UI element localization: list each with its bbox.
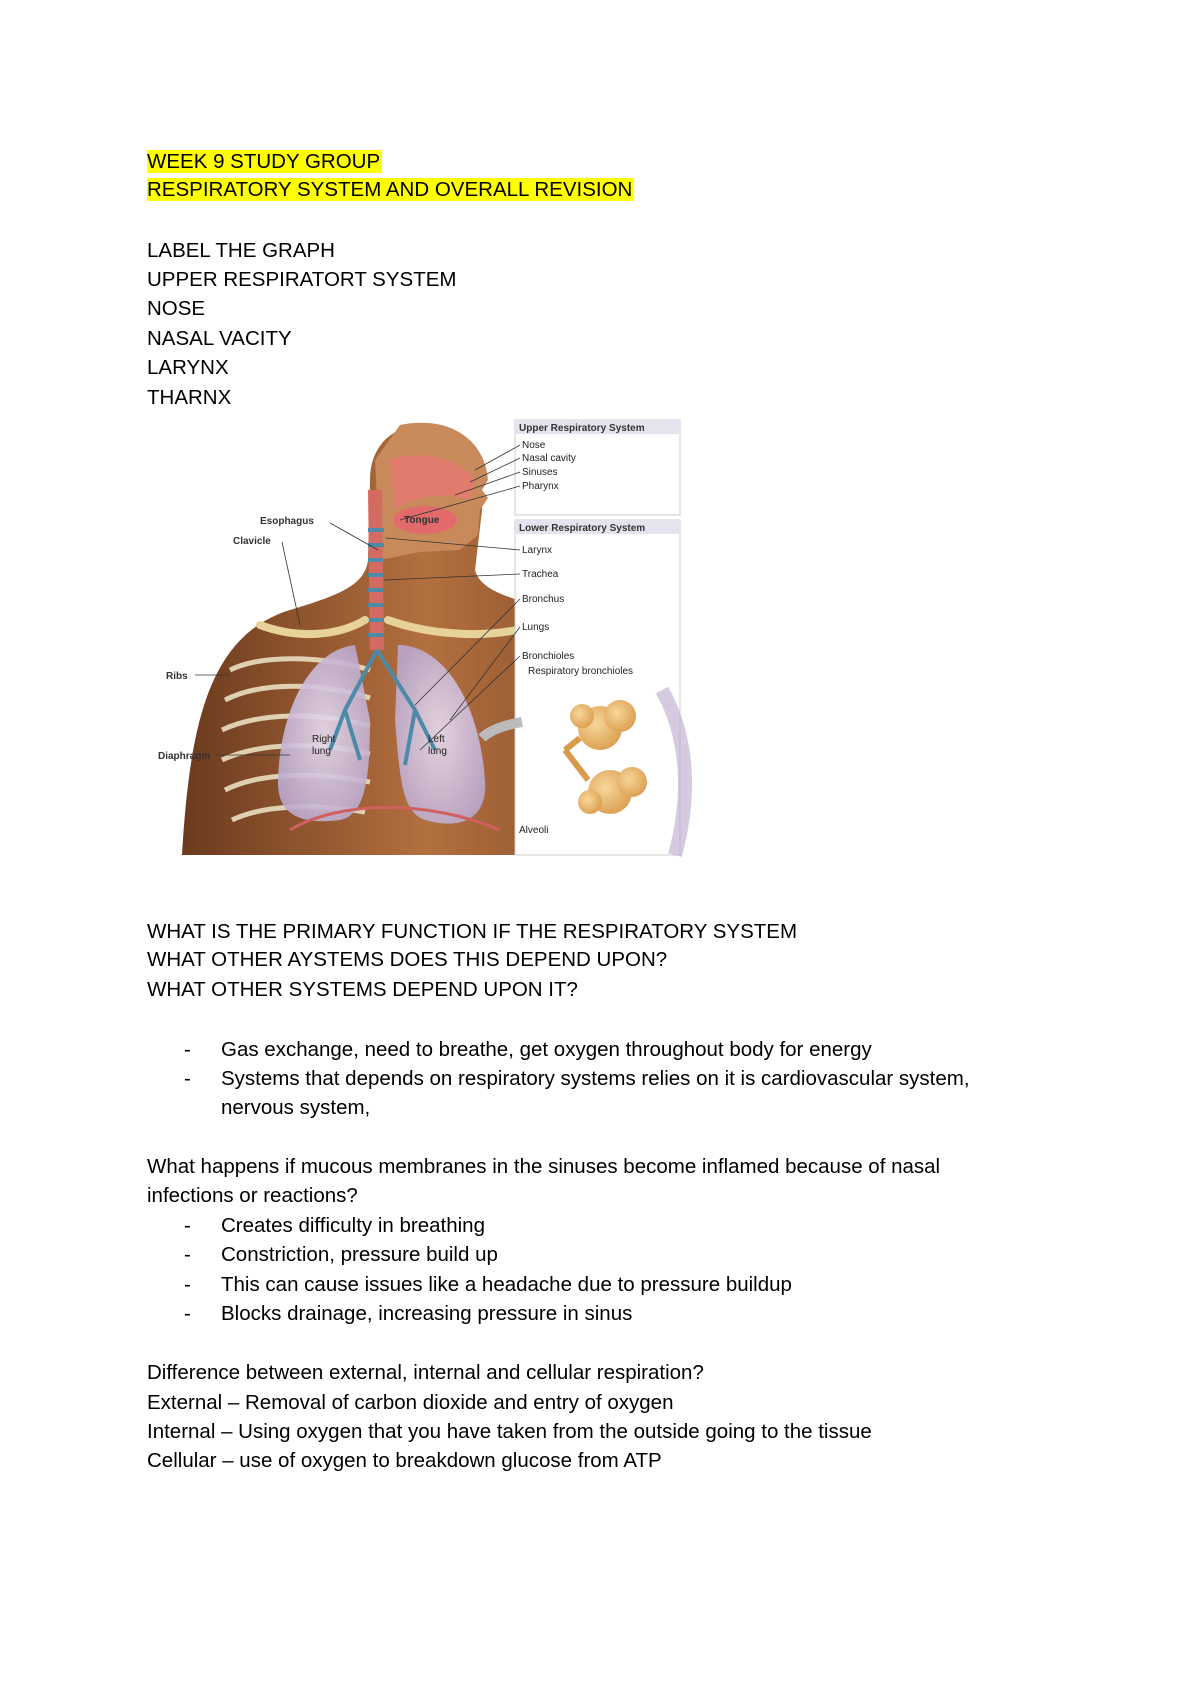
label-line-1: LABEL THE GRAPH (147, 239, 335, 262)
trachea-shape (368, 490, 384, 650)
label-line-6: THARNX (147, 386, 232, 409)
label-left-lung-1: Left (428, 734, 445, 745)
label-right-lung-1: Right (312, 734, 336, 745)
question-depends-on: WHAT OTHER AYSTEMS DOES THIS DEPEND UPON? (147, 948, 668, 971)
sinus-dash-1: - (184, 1214, 191, 1237)
label-esophagus: Esophagus (260, 516, 314, 527)
label-nose: Nose (522, 440, 546, 451)
sinus-answer-1: Creates difficulty in breathing (221, 1214, 485, 1237)
sinus-answer-4: Blocks drainage, increasing pressure in sinus (221, 1302, 633, 1325)
label-line-3: NOSE (147, 297, 206, 320)
sinus-question-line-1: What happens if mucous membranes in the sinuses become inflamed because of nasal (147, 1155, 941, 1178)
label-line-2: UPPER RESPIRATORT SYSTEM (147, 268, 457, 291)
label-trachea: Trachea (522, 569, 559, 580)
label-nasal-cavity: Nasal cavity (522, 453, 576, 464)
label-ribs: Ribs (166, 671, 188, 682)
label-tongue: Tongue (404, 515, 440, 526)
sinus-dash-4: - (184, 1302, 191, 1325)
answer-1: Gas exchange, need to breathe, get oxygen throughout body for energy (221, 1038, 872, 1061)
label-line-4: NASAL VACITY (147, 327, 292, 350)
label-lungs: Lungs (522, 622, 550, 633)
label-diaphragm: Diaphragm (158, 751, 211, 762)
respiratory-diagram (158, 420, 730, 855)
sinus-dash-2: - (184, 1243, 191, 1266)
label-respiratory-bronchioles: Respiratory bronchioles (528, 666, 634, 677)
lower-system-title: Lower Respiratory System (519, 523, 646, 534)
respiration-cellular: Cellular – use of oxygen to breakdown glucose from ATP (147, 1449, 662, 1472)
upper-system-title: Upper Respiratory System (519, 423, 645, 434)
answer-2: Systems that depends on respiratory systems relies on it is cardiovascular system, (221, 1067, 970, 1090)
title-week: WEEK 9 STUDY GROUP (147, 150, 381, 173)
respiration-question: Difference between external, internal and cellular respiration? (147, 1361, 704, 1384)
title-line-1 (147, 148, 382, 176)
sinus-answer-3: This can cause issues like a headache due to pressure buildup (221, 1273, 792, 1296)
label-clavicle: Clavicle (233, 536, 271, 547)
respiratory-diagram-svg (158, 420, 730, 855)
label-line-5: LARYNX (147, 356, 229, 379)
label-right-lung-2: lung (312, 746, 331, 757)
respiration-internal: Internal – Using oxygen that you have taken from the outside going to the tissue (147, 1420, 872, 1443)
label-pharynx: Pharynx (522, 481, 559, 492)
answer-dash-1: - (184, 1038, 191, 1061)
label-bronchioles: Bronchioles (522, 651, 575, 662)
label-alveoli: Alveoli (519, 825, 549, 836)
label-bronchus: Bronchus (522, 594, 565, 605)
question-depended-by: WHAT OTHER SYSTEMS DEPEND UPON IT? (147, 978, 578, 1001)
sinus-dash-3: - (184, 1273, 191, 1296)
title-line-2 (147, 176, 634, 204)
respiration-external: External – Removal of carbon dioxide and entry of oxygen (147, 1391, 674, 1414)
label-left-lung-2: lung (428, 746, 447, 757)
answer-dash-2: - (184, 1067, 191, 1090)
sinus-answer-2: Constriction, pressure build up (221, 1243, 498, 1266)
label-larynx: Larynx (522, 545, 553, 556)
answer-2-continued: nervous system, (221, 1096, 371, 1119)
sinus-question-line-2: infections or reactions? (147, 1184, 358, 1207)
label-sinuses: Sinuses (522, 467, 558, 478)
question-primary-function: WHAT IS THE PRIMARY FUNCTION IF THE RESPIRATORY SYSTEM (147, 920, 798, 943)
title-subject: RESPIRATORY SYSTEM AND OVERALL REVISION (147, 178, 633, 201)
